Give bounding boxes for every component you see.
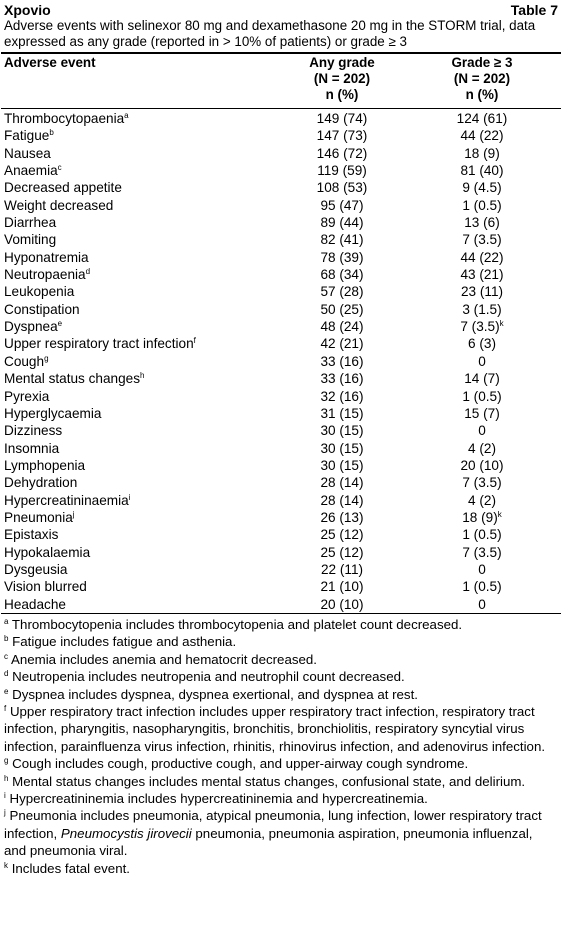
cell-event: [1, 526, 280, 543]
table-row: [1, 127, 561, 144]
cell-grade3: [404, 214, 560, 231]
event-name: Thrombocytopaenia: [4, 111, 125, 126]
cell-grade3: [404, 231, 560, 248]
footnote: [4, 860, 558, 877]
footnote: [4, 755, 558, 772]
footnote-mark: b: [4, 634, 9, 644]
grade3-value: 0: [478, 423, 486, 439]
cell-grade3: [404, 370, 560, 387]
footnote-marker: j: [72, 509, 75, 519]
table-row: [1, 335, 561, 352]
event-name: Pneumonia: [4, 509, 73, 525]
cell-grade3: [404, 145, 560, 162]
footnote-mark: f: [4, 704, 7, 713]
event-name: Lymphopenia: [4, 457, 86, 473]
table-row: [1, 596, 561, 613]
cell-event: [1, 544, 280, 561]
table-row: [1, 492, 561, 509]
cell-event: [1, 231, 280, 248]
grade3-value: 1 (0.5): [462, 527, 502, 543]
footnote: [4, 773, 558, 790]
event-name: Dehydration: [4, 475, 78, 491]
grade3-value: 124 (61): [456, 111, 508, 126]
footnote: [4, 686, 558, 703]
table-row: [1, 249, 561, 266]
cell-grade3: [404, 422, 560, 439]
footnote-text: Hypercreatininemia includes hypercreatininemia and hypercreatinemia.: [9, 791, 428, 807]
event-name: Upper respiratory tract infection: [4, 336, 194, 352]
event-name: Vision blurred: [4, 579, 87, 595]
cell-event: [1, 578, 280, 595]
cell-grade3: [404, 162, 560, 179]
table-row: [1, 388, 561, 405]
document: [1, 0, 561, 877]
cell-any-grade: 31 (15): [320, 405, 364, 421]
cell-grade3: [404, 388, 560, 405]
table-row: [1, 544, 561, 561]
cell-grade3: [404, 526, 560, 543]
footnote-italic-text: Pneumocystis jirovecii: [60, 825, 192, 841]
cell-grade3: [404, 544, 560, 561]
cell-event: [1, 335, 280, 352]
footnote-mark: d: [4, 669, 9, 679]
cell-event: [1, 162, 280, 179]
cell-event: [1, 249, 280, 266]
grade3-value: 1 (0.5): [462, 388, 502, 404]
cell-any-grade: 21 (10): [320, 579, 364, 595]
footnote-text: Dyspnea includes dyspnea, dyspnea exertional, and dyspnea at rest.: [12, 686, 418, 702]
cell-grade3: [404, 561, 560, 578]
footnote-mark: k: [4, 860, 8, 870]
grade3-value: 1 (0.5): [462, 197, 502, 213]
table-row: [1, 474, 561, 491]
footnote-mark: a: [4, 616, 9, 626]
table-row: [1, 561, 561, 578]
cell-grade3: [404, 474, 560, 491]
cell-event: [1, 266, 280, 283]
table-row: [1, 179, 561, 196]
cell-event: [1, 179, 280, 196]
footnote-text: Thrombocytopenia includes thrombocytopenia and platelet count decreased.: [11, 616, 463, 632]
col-header-line: n (%): [325, 87, 359, 102]
cell-any-grade: 78 (39): [320, 249, 364, 265]
grade3-value: 18 (9): [464, 145, 500, 161]
cell-grade3: [404, 179, 560, 196]
cell-any-grade: 42 (21): [320, 336, 364, 352]
table-row: [1, 509, 561, 526]
event-name: Constipation: [4, 301, 80, 317]
table-row: [1, 266, 561, 283]
grade3-value: 4 (2): [468, 440, 496, 456]
table-row: [1, 370, 561, 387]
table-row: [1, 162, 561, 179]
cell-grade3: [404, 318, 560, 335]
cell-event: [1, 474, 280, 491]
footnote-text: Fatigue includes fatigue and asthenia.: [12, 634, 237, 650]
cell-grade3: [404, 335, 560, 352]
event-name: Hyponatremia: [4, 249, 89, 265]
footnote-text: Includes fatal event.: [11, 860, 130, 876]
footnote-mark: h: [4, 773, 9, 783]
cell-any-grade: 32 (16): [320, 388, 364, 404]
cell-event: [1, 422, 280, 439]
footnote-mark: j: [4, 808, 6, 818]
cell-any-grade: 30 (15): [320, 423, 364, 439]
cell-any-grade: 89 (44): [320, 215, 364, 231]
footnote-marker: k: [497, 509, 502, 519]
table-row: [1, 197, 561, 214]
cell-any-grade: 119 (59): [317, 163, 367, 179]
cell-event: [1, 370, 280, 387]
grade3-value: 18 (9): [462, 509, 498, 525]
footnote-marker: e: [57, 319, 63, 329]
event-name: Hypokalaemia: [4, 544, 91, 560]
footnote-text: pneumonia, pneumonia aspiration, pneumonia influenzal, and pneumonia viral.: [4, 825, 533, 859]
cell-any-grade: 33 (16): [320, 371, 364, 387]
footnote-marker: k: [499, 319, 504, 329]
cell-any-grade: 33 (16): [320, 353, 364, 369]
cell-grade3: [404, 492, 560, 509]
grade3-value: 4 (2): [468, 492, 496, 508]
footnote-marker: i: [128, 492, 131, 502]
grade3-value: 6 (3): [468, 336, 496, 352]
cell-event: [1, 318, 280, 335]
event-name: Pyrexia: [4, 388, 50, 404]
cell-any-grade: 25 (12): [320, 544, 364, 560]
cell-any-grade: 68 (34): [320, 267, 364, 283]
cell-any-grade: 48 (24): [320, 319, 364, 335]
cell-grade3: [404, 249, 560, 266]
table-row: [1, 526, 561, 543]
footnote: [4, 668, 558, 685]
grade3-value: 81 (40): [460, 163, 504, 179]
col-header-line: (N = 202): [453, 71, 511, 86]
footnote: [4, 790, 558, 807]
cell-event: [1, 509, 280, 526]
event-name: Anaemia: [4, 163, 58, 179]
cell-event: [1, 596, 280, 613]
cell-grade3: [404, 301, 560, 318]
cell-any-grade: 28 (14): [320, 492, 364, 508]
footnote-marker: f: [193, 336, 196, 346]
table-row: [1, 405, 561, 422]
event-name: Mental status changes: [4, 371, 141, 387]
table-row: [1, 578, 561, 595]
footnote: [4, 703, 558, 755]
event-name: Cough: [4, 353, 45, 369]
event-name: Fatigue: [4, 128, 50, 144]
table-header: [1, 2, 561, 18]
cell-grade3: [404, 578, 560, 595]
footnote-marker: g: [44, 353, 49, 363]
cell-event: [1, 457, 280, 474]
footnotes: [1, 614, 561, 877]
cell-any-grade: 28 (14): [320, 475, 364, 491]
grade3-value: 3 (1.5): [462, 301, 502, 317]
cell-event: [1, 405, 280, 422]
table-label: Table 7: [510, 2, 558, 18]
col-header-line: (N = 202): [313, 71, 371, 86]
grade3-value: 7 (3.5): [462, 232, 502, 248]
cell-event: [1, 388, 280, 405]
table-body: [1, 109, 561, 613]
cell-event: [1, 197, 280, 214]
cell-event: [1, 492, 280, 509]
column-headers: [1, 54, 561, 108]
footnote-text: Mental status changes includes mental status changes, confusional state, and delirium.: [12, 773, 526, 789]
cell-any-grade: 82 (41): [320, 232, 364, 248]
cell-any-grade: 22 (11): [320, 561, 364, 577]
cell-event: [1, 353, 280, 370]
cell-any-grade: 146 (72): [316, 145, 368, 161]
grade3-value: 7 (3.5): [462, 475, 502, 491]
event-name: Diarrhea: [4, 215, 57, 231]
grade3-value: 44 (22): [460, 249, 504, 265]
cell-any-grade: 30 (15): [320, 457, 364, 473]
col-header-event: Adverse event: [4, 55, 96, 70]
cell-event: [1, 145, 280, 162]
table-row: [1, 214, 561, 231]
footnote-text: Neutropenia includes neutropenia and neutrophil count decreased.: [12, 669, 405, 685]
cell-grade3: [404, 266, 560, 283]
footnote-text: Upper respiratory tract infection includes upper respiratory tract infection, respiratory tract infection, pharyngitis, nasopharyngitis, bronchitis, bronchiolitis, respiratory syncytial virus infection, parainfluenza virus infection, rhinitis, rhinovirus infection, and adenovirus infection.: [4, 704, 546, 754]
event-name: Hyperglycaemia: [4, 405, 102, 421]
grade3-value: 9 (4.5): [462, 180, 502, 196]
event-name: Dysgeusia: [4, 561, 68, 577]
footnote: [4, 651, 558, 668]
footnote-marker: a: [124, 111, 129, 120]
event-name: Vomiting: [4, 232, 57, 248]
cell-event: [1, 127, 280, 144]
grade3-value: 13 (6): [464, 215, 500, 231]
cell-grade3: [404, 596, 560, 613]
table-row: [1, 145, 561, 162]
grade3-value: 44 (22): [460, 128, 504, 144]
footnote: [4, 633, 558, 650]
grade3-value: 1 (0.5): [462, 579, 502, 595]
table-row: [1, 440, 561, 457]
event-name: Nausea: [4, 145, 51, 161]
grade3-value: 0: [478, 353, 486, 369]
table-row: [1, 422, 561, 439]
cell-any-grade: 95 (47): [320, 197, 364, 213]
event-name: Hypercreatininaemia: [4, 492, 129, 508]
cell-any-grade: 147 (73): [316, 128, 368, 144]
footnote: [4, 807, 558, 859]
event-name: Epistaxis: [4, 527, 59, 543]
cell-grade3: [404, 405, 560, 422]
cell-event: [1, 301, 280, 318]
footnote-text: Pneumonia includes pneumonia, atypical pneumonia, lung infection, lower respiratory tract infection,: [4, 808, 542, 841]
footnote-marker: h: [140, 371, 145, 381]
footnote-mark: e: [4, 686, 9, 696]
event-name: Dizziness: [4, 423, 63, 439]
grade3-value: 23 (11): [460, 284, 504, 300]
grade3-value: 20 (10): [460, 457, 504, 473]
event-name: Dyspnea: [4, 319, 58, 335]
grade3-value: 14 (7): [464, 371, 500, 387]
event-name: Leukopenia: [4, 284, 75, 300]
table-row: [1, 353, 561, 370]
event-name: Weight decreased: [4, 197, 114, 213]
cell-grade3: [404, 283, 560, 300]
cell-any-grade: 50 (25): [320, 301, 364, 317]
cell-any-grade: 108 (53): [316, 180, 368, 196]
footnote-text: Cough includes cough, productive cough, and upper-airway cough syndrome.: [12, 756, 469, 772]
grade3-value: 0: [478, 596, 486, 612]
col-header-any-grade: [280, 55, 404, 108]
col-header-line: Grade ≥ 3: [451, 55, 513, 70]
cell-grade3: [404, 457, 560, 474]
product-name: Xpovio: [4, 2, 51, 18]
cell-event: [1, 440, 280, 457]
event-name: Headache: [4, 596, 66, 612]
col-header-line: Any grade: [309, 55, 375, 70]
col-header-grade3: [404, 55, 560, 108]
footnote-marker: d: [85, 267, 91, 277]
footnote-text: Anemia includes anemia and hematocrit decreased.: [10, 651, 317, 667]
event-name: Neutropaenia: [4, 267, 86, 283]
table-row: [1, 283, 561, 300]
cell-grade3: [404, 440, 560, 457]
cell-grade3: [404, 509, 560, 526]
cell-event: [1, 214, 280, 231]
table-row: [1, 301, 561, 318]
table-row: [1, 318, 561, 335]
table-row: [1, 231, 561, 248]
table-row: [1, 110, 561, 127]
footnote: [4, 616, 558, 633]
table-caption: Adverse events with selinexor 80 mg and dexamethasone 20 mg in the STORM trial, data expressed as any grade (reported in > 10% of patients) or grade ≥ 3: [4, 18, 536, 49]
cell-any-grade: 149 (74): [316, 111, 368, 126]
cell-event: [1, 110, 280, 127]
cell-any-grade: 30 (15): [320, 440, 364, 456]
grade3-value: 7 (3.5): [462, 544, 502, 560]
grade3-value: 15 (7): [464, 405, 500, 421]
col-header-line: n (%): [465, 87, 499, 102]
event-name: Insomnia: [4, 440, 60, 456]
grade3-value: 0: [478, 561, 486, 577]
cell-event: [1, 561, 280, 578]
footnote-mark: i: [4, 791, 6, 801]
cell-any-grade: 20 (10): [320, 596, 364, 612]
cell-any-grade: 25 (12): [320, 527, 364, 543]
cell-grade3: [404, 353, 560, 370]
cell-grade3: [404, 127, 560, 144]
cell-any-grade: 26 (13): [320, 509, 364, 525]
event-name: Decreased appetite: [4, 180, 122, 196]
table-row: [1, 457, 561, 474]
footnote-mark: g: [4, 756, 9, 766]
footnote-marker: c: [57, 163, 62, 173]
grade3-value: 7 (3.5): [460, 319, 500, 335]
cell-grade3: [404, 110, 560, 127]
footnote-marker: b: [49, 128, 54, 138]
cell-event: [1, 283, 280, 300]
grade3-value: 43 (21): [460, 267, 504, 283]
cell-grade3: [404, 197, 560, 214]
cell-any-grade: 57 (28): [320, 284, 364, 300]
footnote-mark: c: [4, 651, 8, 661]
